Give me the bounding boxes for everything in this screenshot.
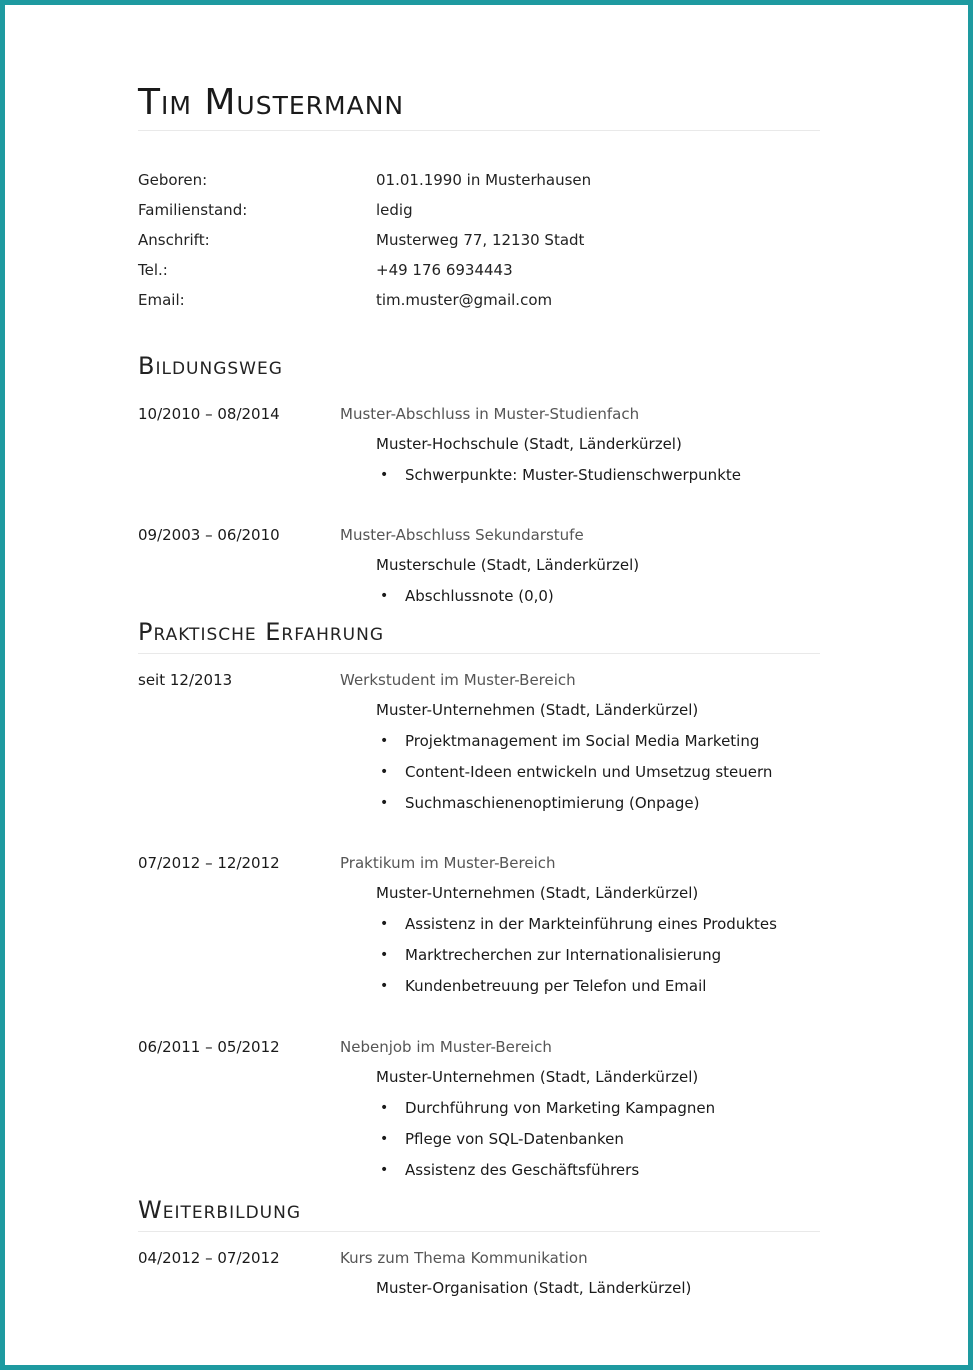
list-item-text: Abschlussnote (0,0) (405, 587, 554, 605)
entry-title: Kurs zum Thema Kommunikation (340, 1249, 588, 1267)
list-item-text: Assistenz des Geschäftsführers (405, 1161, 640, 1179)
list-item-text: Projektmanagement im Social Media Marketing (405, 732, 760, 750)
list-item-text: Assistenz in der Markteinführung eines Produktes (405, 915, 777, 933)
label-familienstand: Familienstand: (138, 201, 248, 219)
cv-name: Tim Mustermann (138, 82, 405, 123)
entry-date: 10/2010 – 08/2014 (138, 405, 280, 423)
entry-organization: Muster-Hochschule (Stadt, Länderkürzel) (376, 435, 682, 453)
entry-organization: Musterschule (Stadt, Länderkürzel) (376, 556, 640, 574)
list-item-text: Marktrecherchen zur Internationalisierung (405, 946, 722, 964)
entry-date: 06/2011 – 05/2012 (138, 1038, 280, 1056)
list-item-text: Durchführung von Marketing Kampagnen (405, 1099, 716, 1117)
bullet-icon: • (380, 916, 389, 932)
bullet-icon: • (380, 978, 389, 994)
bullet-icon: • (380, 764, 389, 780)
value-tel: +49 176 6934443 (376, 261, 513, 279)
entry-title: Werkstudent im Muster-Bereich (340, 671, 576, 689)
value-familienstand: ledig (376, 201, 413, 219)
bullet-icon: • (380, 1162, 389, 1178)
value-geboren: 01.01.1990 in Musterhausen (376, 171, 592, 189)
bullet-icon: • (380, 733, 389, 749)
bullet-icon: • (380, 795, 389, 811)
entry-date: 04/2012 – 07/2012 (138, 1249, 280, 1267)
value-email[interactable]: tim.muster@gmail.com (376, 291, 553, 309)
label-geboren: Geboren: (138, 171, 208, 189)
entry-organization: Muster-Unternehmen (Stadt, Länderkürzel) (376, 701, 699, 719)
entry-date: seit 12/2013 (138, 671, 233, 689)
entry-organization: Muster-Organisation (Stadt, Länderkürzel) (376, 1279, 692, 1297)
section-praktische-erfahrung: Praktische Erfahrung (138, 618, 385, 646)
bullet-icon: • (380, 588, 389, 604)
divider (138, 130, 820, 131)
entry-title: Nebenjob im Muster-Bereich (340, 1038, 552, 1056)
entry-title: Muster-Abschluss Sekundarstufe (340, 526, 584, 544)
entry-organization: Muster-Unternehmen (Stadt, Länderkürzel) (376, 1068, 699, 1086)
list-item-text: Schwerpunkte: Muster-Studienschwerpunkte (405, 466, 741, 484)
entry-date: 09/2003 – 06/2010 (138, 526, 280, 544)
bullet-icon: • (380, 947, 389, 963)
bullet-icon: • (380, 1131, 389, 1147)
bullet-icon: • (380, 467, 389, 483)
divider (138, 653, 820, 654)
entry-title: Muster-Abschluss in Muster-Studienfach (340, 405, 640, 423)
bullet-icon: • (380, 1100, 389, 1116)
entry-title: Praktikum im Muster-Bereich (340, 854, 556, 872)
value-anschrift: Musterweg 77, 12130 Stadt (376, 231, 585, 249)
section-weiterbildung: Weiterbildung (138, 1196, 301, 1224)
list-item-text: Kundenbetreuung per Telefon und Email (405, 977, 707, 995)
list-item-text: Pflege von SQL-Datenbanken (405, 1130, 624, 1148)
entry-date: 07/2012 – 12/2012 (138, 854, 280, 872)
list-item-text: Content-Ideen entwickeln und Umsetzug steuern (405, 763, 773, 781)
label-tel: Tel.: (138, 261, 168, 279)
divider (138, 1231, 820, 1232)
list-item-text: Suchmaschienenoptimierung (Onpage) (405, 794, 700, 812)
label-anschrift: Anschrift: (138, 231, 210, 249)
entry-organization: Muster-Unternehmen (Stadt, Länderkürzel) (376, 884, 699, 902)
label-email: Email: (138, 291, 185, 309)
section-bildungsweg: Bildungsweg (138, 352, 283, 380)
